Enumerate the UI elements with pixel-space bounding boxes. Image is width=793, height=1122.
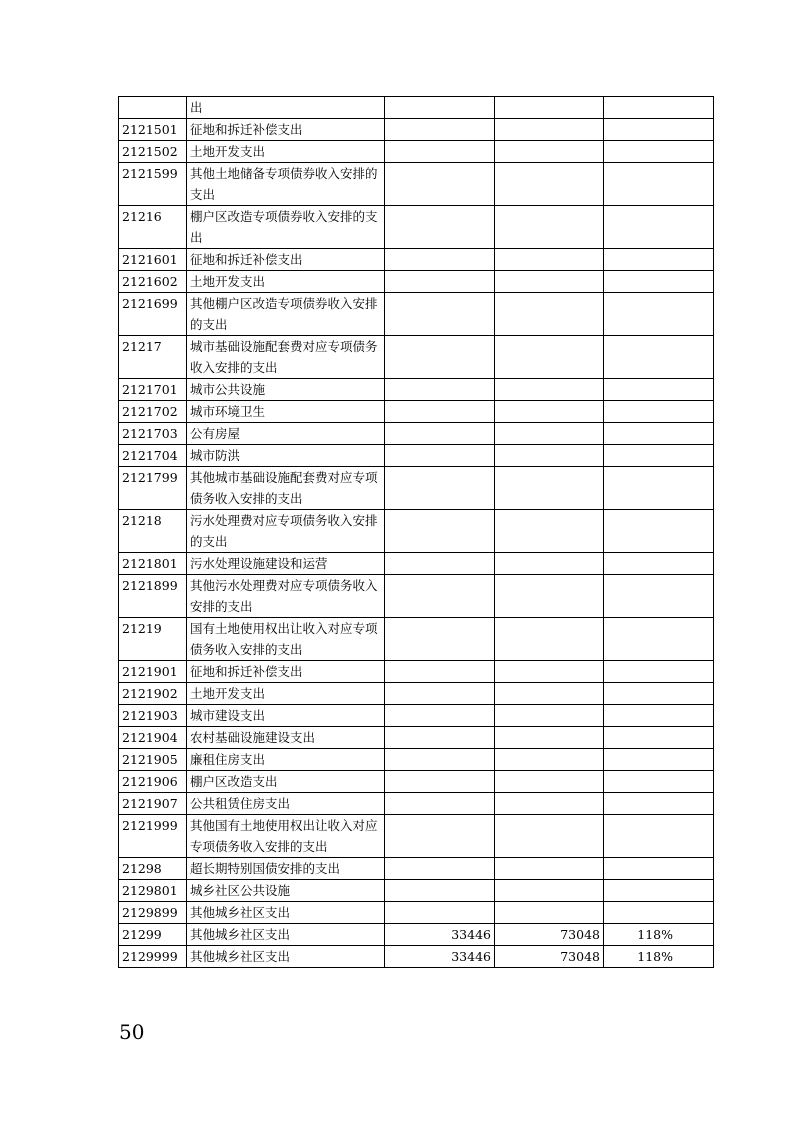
row-percent-cell: [604, 815, 714, 858]
row-name-cell: 征地和拆迁补偿支出: [187, 661, 385, 683]
row-code-cell: 2129801: [119, 880, 187, 902]
row-value-1-cell: [385, 793, 495, 815]
row-code-cell: 2121899: [119, 575, 187, 618]
row-percent-cell: [604, 141, 714, 163]
row-code-cell: 2121799: [119, 467, 187, 510]
row-name-cell: 其他污水处理费对应专项债务收入安排的支出: [187, 575, 385, 618]
table-row: [119, 771, 714, 793]
row-percent-cell: [604, 880, 714, 902]
table-row: [119, 749, 714, 771]
table-row: [119, 575, 714, 618]
row-name-cell: 城乡社区公共设施: [187, 880, 385, 902]
row-value-2-cell: [495, 618, 604, 661]
row-value-1-cell: [385, 771, 495, 793]
table-row: [119, 467, 714, 510]
row-value-2-cell: [495, 293, 604, 336]
row-value-2-cell: 73048: [495, 946, 604, 968]
page-number: 50: [119, 1020, 145, 1044]
row-value-2-cell: [495, 423, 604, 445]
row-value-2-cell: [495, 119, 604, 141]
row-code-cell: 21298: [119, 858, 187, 880]
row-value-1-cell: [385, 401, 495, 423]
table-row: [119, 727, 714, 749]
table-row: [119, 423, 714, 445]
row-value-1-cell: [385, 163, 495, 206]
row-code-cell: 2121602: [119, 271, 187, 293]
row-percent-cell: [604, 163, 714, 206]
row-code-cell: 2121906: [119, 771, 187, 793]
row-value-2-cell: [495, 249, 604, 271]
row-percent-cell: [604, 618, 714, 661]
table-row: [119, 119, 714, 141]
table-row: [119, 249, 714, 271]
row-percent-cell: 118%: [604, 946, 714, 968]
row-percent-cell: [604, 271, 714, 293]
row-value-1-cell: [385, 902, 495, 924]
row-percent-cell: [604, 97, 714, 119]
row-percent-cell: [604, 749, 714, 771]
row-code-cell: 2121904: [119, 727, 187, 749]
row-value-1-cell: [385, 858, 495, 880]
row-name-cell: 征地和拆迁补偿支出: [187, 119, 385, 141]
row-name-cell: 棚户区改造专项债券收入安排的支出: [187, 206, 385, 249]
row-code-cell: 2121901: [119, 661, 187, 683]
row-code-cell: 2121905: [119, 749, 187, 771]
row-value-2-cell: [495, 141, 604, 163]
row-value-1-cell: [385, 510, 495, 553]
row-value-1-cell: [385, 206, 495, 249]
row-code-cell: 2121902: [119, 683, 187, 705]
row-value-1-cell: [385, 336, 495, 379]
table-row: [119, 163, 714, 206]
row-code-cell: 2121907: [119, 793, 187, 815]
table-row: [119, 902, 714, 924]
row-code-cell: 2121999: [119, 815, 187, 858]
row-code-cell: 2121703: [119, 423, 187, 445]
row-code-cell: 2121702: [119, 401, 187, 423]
row-name-cell: 其他城乡社区支出: [187, 924, 385, 946]
table-row: [119, 141, 714, 163]
row-percent-cell: [604, 553, 714, 575]
row-value-2-cell: [495, 336, 604, 379]
row-percent-cell: [604, 423, 714, 445]
row-value-1-cell: [385, 249, 495, 271]
table-row: [119, 661, 714, 683]
row-value-2-cell: [495, 880, 604, 902]
row-name-cell: 出: [187, 97, 385, 119]
row-name-cell: 污水处理费对应专项债务收入安排的支出: [187, 510, 385, 553]
row-value-1-cell: [385, 618, 495, 661]
row-name-cell: 城市防洪: [187, 445, 385, 467]
row-value-2-cell: 73048: [495, 924, 604, 946]
row-code-cell: 2121501: [119, 119, 187, 141]
row-value-1-cell: [385, 293, 495, 336]
row-code-cell: 21299: [119, 924, 187, 946]
row-value-1-cell: [385, 661, 495, 683]
row-value-1-cell: [385, 815, 495, 858]
row-value-2-cell: [495, 510, 604, 553]
row-value-2-cell: [495, 771, 604, 793]
row-name-cell: 其他城乡社区支出: [187, 902, 385, 924]
table-row: [119, 510, 714, 553]
row-name-cell: 城市建设支出: [187, 705, 385, 727]
row-percent-cell: [604, 683, 714, 705]
row-value-2-cell: [495, 206, 604, 249]
row-percent-cell: [604, 249, 714, 271]
row-value-1-cell: [385, 379, 495, 401]
row-value-2-cell: [495, 445, 604, 467]
row-name-cell: 公有房屋: [187, 423, 385, 445]
row-percent-cell: [604, 510, 714, 553]
table-row: [119, 683, 714, 705]
row-percent-cell: [604, 401, 714, 423]
row-code-cell: 2121903: [119, 705, 187, 727]
row-name-cell: 其他城市基础设施配套费对应专项债务收入安排的支出: [187, 467, 385, 510]
row-name-cell: 棚户区改造支出: [187, 771, 385, 793]
row-value-2-cell: [495, 575, 604, 618]
row-value-1-cell: 33446: [385, 924, 495, 946]
row-code-cell: 2129899: [119, 902, 187, 924]
row-value-2-cell: [495, 815, 604, 858]
row-value-1-cell: [385, 880, 495, 902]
row-value-2-cell: [495, 793, 604, 815]
row-value-2-cell: [495, 705, 604, 727]
table-row: [119, 880, 714, 902]
row-percent-cell: [604, 336, 714, 379]
row-percent-cell: [604, 705, 714, 727]
row-value-1-cell: [385, 683, 495, 705]
row-value-2-cell: [495, 553, 604, 575]
row-value-2-cell: [495, 749, 604, 771]
table-row: [119, 553, 714, 575]
row-value-1-cell: [385, 705, 495, 727]
row-name-cell: 超长期特别国债安排的支出: [187, 858, 385, 880]
row-name-cell: 土地开发支出: [187, 683, 385, 705]
row-value-1-cell: 33446: [385, 946, 495, 968]
row-value-1-cell: [385, 423, 495, 445]
row-code-cell: 2121801: [119, 553, 187, 575]
row-percent-cell: [604, 727, 714, 749]
row-value-1-cell: [385, 553, 495, 575]
row-value-2-cell: [495, 97, 604, 119]
row-code-cell: 2129999: [119, 946, 187, 968]
row-value-1-cell: [385, 727, 495, 749]
row-value-2-cell: [495, 683, 604, 705]
row-name-cell: 城市公共设施: [187, 379, 385, 401]
table-row: [119, 401, 714, 423]
row-code-cell: 2121502: [119, 141, 187, 163]
row-value-2-cell: [495, 271, 604, 293]
budget-table-body: [119, 97, 714, 968]
row-percent-cell: [604, 858, 714, 880]
table-row: [119, 946, 714, 968]
row-code-cell: 2121704: [119, 445, 187, 467]
row-value-2-cell: [495, 727, 604, 749]
row-percent-cell: [604, 119, 714, 141]
row-value-1-cell: [385, 141, 495, 163]
row-name-cell: 其他国有土地使用权出让收入对应专项债务收入安排的支出: [187, 815, 385, 858]
row-percent-cell: 118%: [604, 924, 714, 946]
row-value-1-cell: [385, 467, 495, 510]
row-code-cell: 2121599: [119, 163, 187, 206]
row-value-1-cell: [385, 575, 495, 618]
row-value-1-cell: [385, 271, 495, 293]
row-value-1-cell: [385, 119, 495, 141]
table-row: [119, 97, 714, 119]
table-row: [119, 858, 714, 880]
row-value-2-cell: [495, 902, 604, 924]
row-value-2-cell: [495, 467, 604, 510]
row-percent-cell: [604, 771, 714, 793]
row-percent-cell: [604, 661, 714, 683]
row-percent-cell: [604, 293, 714, 336]
row-name-cell: 其他土地储备专项债券收入安排的支出: [187, 163, 385, 206]
row-name-cell: 国有土地使用权出让收入对应专项债务收入安排的支出: [187, 618, 385, 661]
row-name-cell: 污水处理设施建设和运营: [187, 553, 385, 575]
row-percent-cell: [604, 902, 714, 924]
table-row: [119, 815, 714, 858]
table-row: [119, 924, 714, 946]
row-name-cell: 农村基础设施建设支出: [187, 727, 385, 749]
row-code-cell: [119, 97, 187, 119]
row-value-2-cell: [495, 163, 604, 206]
row-code-cell: 2121699: [119, 293, 187, 336]
row-percent-cell: [604, 445, 714, 467]
row-value-2-cell: [495, 379, 604, 401]
row-value-1-cell: [385, 445, 495, 467]
row-percent-cell: [604, 379, 714, 401]
row-name-cell: 土地开发支出: [187, 271, 385, 293]
budget-table-container: [118, 96, 713, 968]
row-name-cell: 公共租赁住房支出: [187, 793, 385, 815]
row-percent-cell: [604, 793, 714, 815]
row-code-cell: 2121701: [119, 379, 187, 401]
row-code-cell: 2121601: [119, 249, 187, 271]
row-code-cell: 21216: [119, 206, 187, 249]
table-row: [119, 336, 714, 379]
row-name-cell: 其他城乡社区支出: [187, 946, 385, 968]
row-value-2-cell: [495, 858, 604, 880]
row-name-cell: 征地和拆迁补偿支出: [187, 249, 385, 271]
row-value-1-cell: [385, 97, 495, 119]
table-row: [119, 705, 714, 727]
table-row: [119, 445, 714, 467]
row-value-2-cell: [495, 661, 604, 683]
table-row: [119, 793, 714, 815]
row-percent-cell: [604, 575, 714, 618]
row-name-cell: 其他棚户区改造专项债券收入安排的支出: [187, 293, 385, 336]
row-name-cell: 城市基础设施配套费对应专项债务收入安排的支出: [187, 336, 385, 379]
row-code-cell: 21218: [119, 510, 187, 553]
row-value-1-cell: [385, 749, 495, 771]
row-name-cell: 土地开发支出: [187, 141, 385, 163]
row-value-2-cell: [495, 401, 604, 423]
row-code-cell: 21217: [119, 336, 187, 379]
table-row: [119, 293, 714, 336]
table-row: [119, 379, 714, 401]
row-name-cell: 廉租住房支出: [187, 749, 385, 771]
row-percent-cell: [604, 206, 714, 249]
budget-table: [118, 96, 714, 968]
table-row: [119, 618, 714, 661]
row-percent-cell: [604, 467, 714, 510]
table-row: [119, 271, 714, 293]
table-row: [119, 206, 714, 249]
row-name-cell: 城市环境卫生: [187, 401, 385, 423]
row-code-cell: 21219: [119, 618, 187, 661]
